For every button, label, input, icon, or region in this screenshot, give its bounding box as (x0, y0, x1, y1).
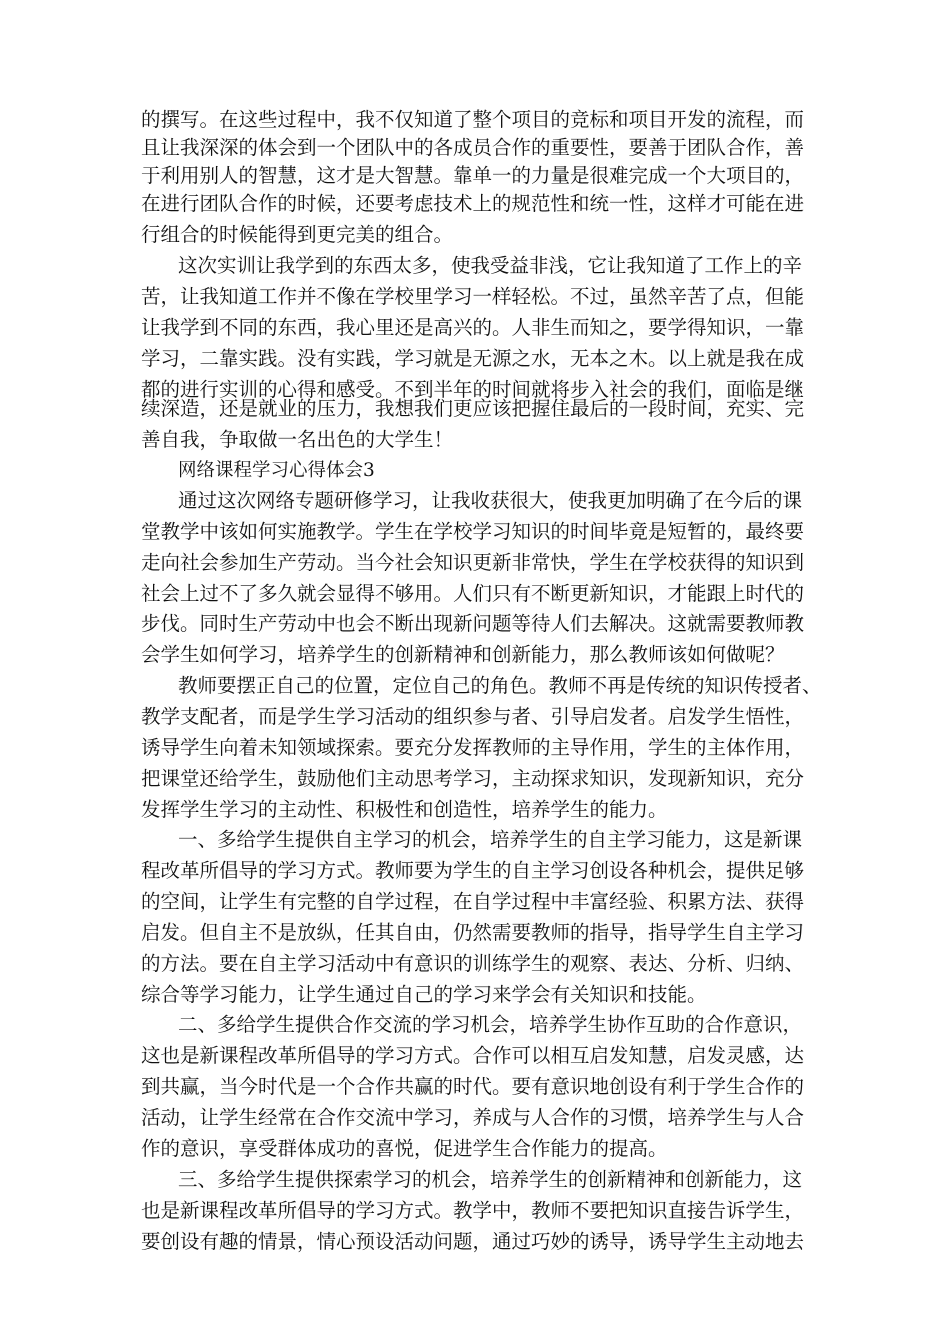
text-line: 教学支配者，而是学生学习活动的组织参与者、引导启发者。启发学生悟性， (141, 705, 805, 728)
text-line: 的空间，让学生有完整的自学过程，在自学过程中丰富经验、积累方法、获得 (141, 890, 805, 913)
text-line: 程改革所倡导的学习方式。教师要为学生的自主学习创设各种机会，提供足够 (141, 859, 805, 882)
text-line: 会学生如何学习，培养学生的创新精神和创新能力，那么教师该如何做呢？ (141, 643, 785, 666)
text-line: 让我学到不同的东西，我心里还是高兴的。人非生而知之，要学得知识，一靠 (141, 316, 805, 339)
paragraph-first-line: 三、多给学生提供探索学习的机会，培养学生的创新精神和创新能力，这 (178, 1168, 803, 1191)
text-line: 的方法。要在自主学习活动中有意识的训练学生的观察、表达、分析、归纳、 (141, 952, 805, 975)
text-line: 都的进行实训的心得和感受。不到半年的时间就将步入社会的我们，面临是继 (141, 378, 805, 401)
text-line: 续深造，还是就业的压力，我想我们更应该把握住最后的一段时间，充实、完 (141, 397, 805, 420)
text-line: 苦，让我知道工作并不像在学校里学习一样轻松。不过，虽然辛苦了点，但能 (141, 285, 805, 308)
text-line: 要创设有趣的情景，情心预设活动问题，通过巧妙的诱导，诱导学生主动地去 (141, 1230, 805, 1253)
text-line: 行组合的时候能得到更完美的组合。 (141, 223, 454, 246)
text-line: 这也是新课程改革所倡导的学习方式。合作可以相互启发知慧，启发灵感，达 (141, 1044, 805, 1067)
text-line: 也是新课程改革所倡导的学习方式。教学中，教师不要把知识直接告诉学生， (141, 1199, 805, 1222)
text-line: 的撰写。在这些过程中，我不仅知道了整个项目的竞标和项目开发的流程，而 (141, 108, 805, 131)
text-line: 走向社会参加生产劳动。当今社会知识更新非常快，学生在学校获得的知识到 (141, 551, 805, 574)
text-line: 善自我，争取做一名出色的大学生！ (141, 428, 454, 451)
text-line: 堂教学中该如何实施教学。学生在学校学习知识的时间毕竟是短暂的，最终要 (141, 520, 805, 543)
text-line: 学习，二靠实践。没有实践，学习就是无源之水，无本之木。以上就是我在成 (141, 347, 805, 370)
text-line: 到共赢，当今时代是一个合作共赢的时代。要有意识地创设有利于学生合作的 (141, 1075, 805, 1098)
text-line: 在进行团队合作的时候，还要考虑技术上的规范性和统一性，这样才可能在进 (141, 192, 805, 215)
text-line: 启发。但自主不是放纵，任其自由，仍然需要教师的指导，指导学生自主学习 (141, 921, 805, 944)
text-line: 综合等学习能力，让学生通过自己的学习来学会有关知识和技能。 (141, 983, 707, 1006)
text-line: 于利用别人的智慧，这才是大智慧。靠单一的力量是很难完成一个大项目的， (141, 164, 805, 187)
paragraph-first-line: 通过这次网络专题研修学习，让我收获很大，使我更加明确了在今后的课 (178, 489, 803, 512)
paragraph-first-line: 一、多给学生提供自主学习的机会，培养学生的自主学习能力，这是新课 (178, 828, 803, 851)
section-heading: 网络课程学习心得体会3 (178, 460, 375, 481)
text-line: 把课堂还给学生，鼓励他们主动思考学习，主动探求知识，发现新知识，充分 (141, 767, 805, 790)
text-line: 发挥学生学习的主动性、积极性和创造性，培养学生的能力。 (141, 798, 668, 821)
paragraph-first-line: 这次实训让我学到的东西太多，使我受益非浅，它让我知道了工作上的辛 (178, 254, 803, 277)
paragraph-first-line: 二、多给学生提供合作交流的学习机会，培养学生协作互助的合作意识， (178, 1013, 803, 1036)
text-line: 社会上过不了多久就会显得不够用。人们只有不断更新知识，才能跟上时代的 (141, 582, 805, 605)
paragraph-first-line: 教师要摆正自己的位置，定位自己的角色。教师不再是传统的知识传授者、 (178, 674, 822, 697)
text-line: 步伐。同时生产劳动中也会不断出现新问题等待人们去解决。这就需要教师教 (141, 612, 805, 635)
text-line: 且让我深深的体会到一个团队中的各成员合作的重要性，要善于团队合作，善 (141, 136, 805, 159)
text-line: 活动，让学生经常在合作交流中学习，养成与人合作的习惯，培养学生与人合 (141, 1106, 805, 1129)
text-line: 诱导学生向着未知领域探索。要充分发挥教师的主导作用，学生的主体作用， (141, 736, 805, 759)
text-line: 作的意识，享受群体成功的喜悦，促进学生合作能力的提高。 (141, 1137, 668, 1160)
